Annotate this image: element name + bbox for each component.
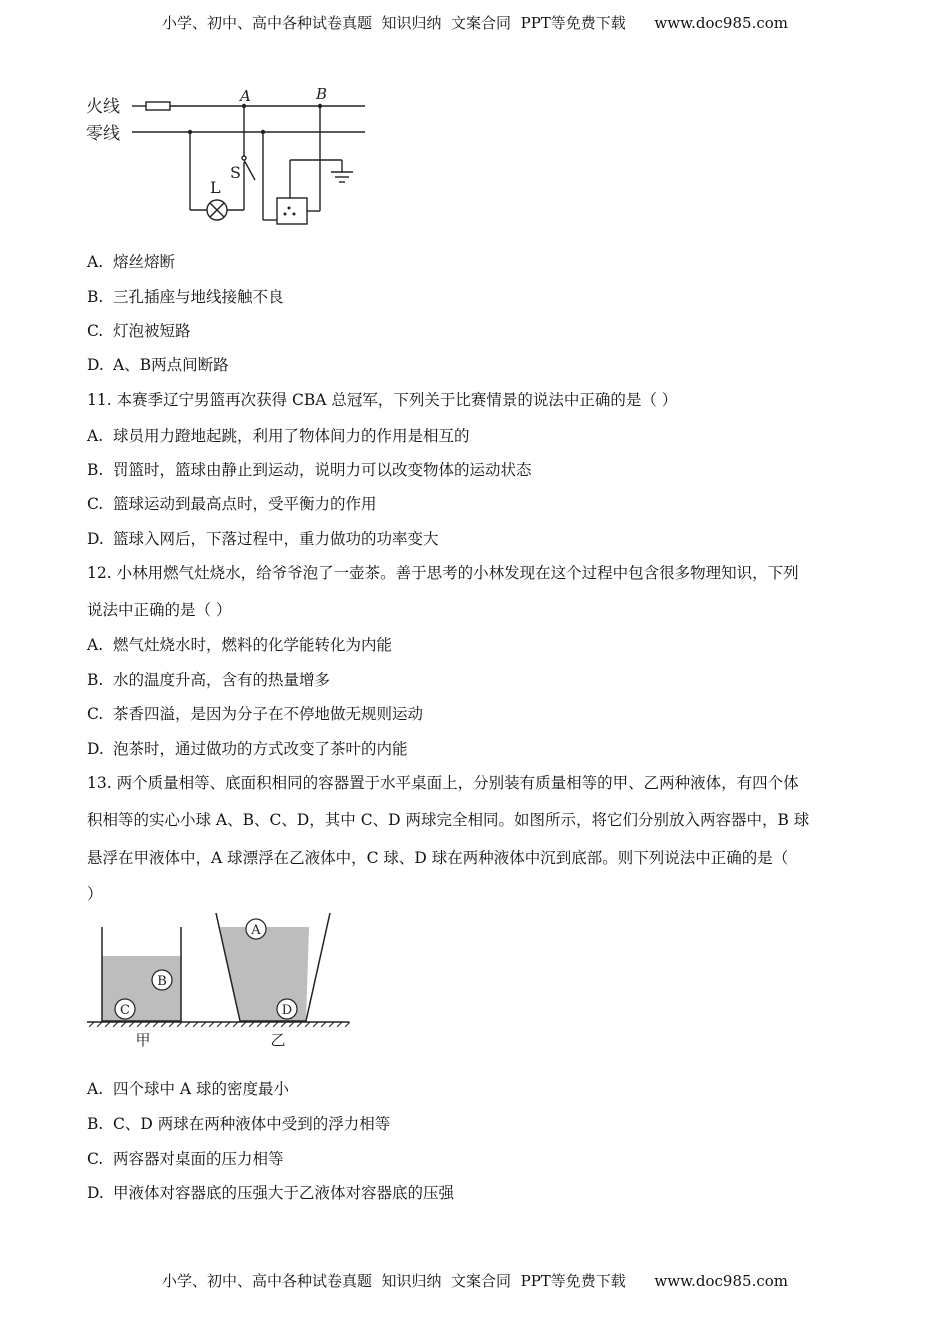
- q13-stem-line2: 积相等的实心小球 A、B、C、D，其中 C、D 两球完全相同。如图所示，将它们分别放入两容器中，B 球: [87, 811, 810, 829]
- circuit-diagram: [80, 80, 380, 230]
- q13-stem-line1: 13. 两个质量相等、底面积相同的容器置于水平桌面上，分别装有质量相等的甲、乙两种液体，有四个体: [87, 774, 799, 792]
- page-header: 小学、初中、高中各种试卷真题 知识归纳 文案合同 PPT等免费下载 www.doc985.com: [161, 14, 788, 32]
- q11-option-d[interactable]: D. 篮球入网后，下落过程中，重力做功的功率变大: [87, 530, 439, 548]
- neutral-wire-label: 零线: [86, 124, 120, 144]
- q12-stem-line2: 说法中正确的是（ ）: [87, 601, 232, 619]
- svg-text:C: C: [120, 1003, 130, 1018]
- point-a-label: A: [240, 87, 251, 105]
- q10-option-a[interactable]: A. 熔丝熔断: [87, 253, 176, 271]
- q10-option-c[interactable]: C. 灯泡被短路: [87, 322, 191, 340]
- q11-option-c[interactable]: C. 篮球运动到最高点时，受平衡力的作用: [87, 495, 377, 513]
- q13-option-c[interactable]: C. 两容器对桌面的压力相等: [87, 1150, 284, 1168]
- q13-stem-line3: 悬浮在甲液体中，A 球漂浮在乙液体中，C 球、D 球在两种液体中沉到底部。则下列说法中正确的是（: [87, 849, 789, 867]
- q11-option-a[interactable]: A. 球员用力蹬地起跳，利用了物体间力的作用是相互的: [87, 427, 470, 445]
- switch-icon: [244, 160, 255, 180]
- q10-option-b[interactable]: B. 三孔插座与地线接触不良: [87, 288, 284, 306]
- q13-option-a[interactable]: A. 四个球中 A 球的密度最小: [87, 1080, 290, 1098]
- switch-label: S: [230, 163, 241, 182]
- q13-stem-line4: ）: [87, 885, 103, 903]
- fuse-icon: [146, 102, 170, 110]
- q12-stem-line1: 12. 小林用燃气灶烧水，给爷爷泡了一壶茶。善于思考的小林发现在这个过程中包含很多物理知识，下列: [87, 564, 799, 582]
- q12-option-b[interactable]: B. 水的温度升高，含有的热量增多: [87, 671, 331, 689]
- page-footer: 小学、初中、高中各种试卷真题 知识归纳 文案合同 PPT等免费下载 www.doc985.com: [161, 1272, 788, 1290]
- containers-diagram: [85, 905, 355, 1050]
- svg-text:B: B: [157, 974, 167, 989]
- socket-icon: [277, 198, 307, 224]
- q12-option-a[interactable]: A. 燃气灶烧水时，燃料的化学能转化为内能: [87, 636, 393, 654]
- label-jia: 甲: [135, 1031, 151, 1049]
- label-yi: 乙: [270, 1031, 286, 1049]
- svg-text:A: A: [251, 923, 261, 938]
- point-b-label: B: [316, 85, 328, 103]
- svg-text:D: D: [281, 1003, 293, 1018]
- q12-option-d[interactable]: D. 泡茶时，通过做功的方式改变了茶叶的内能: [87, 740, 408, 758]
- q10-option-d[interactable]: D. A、B两点间断路: [87, 356, 229, 374]
- live-wire-label: 火线: [86, 97, 120, 117]
- q11-option-b[interactable]: B. 罚篮时，篮球由静止到运动，说明力可以改变物体的运动状态: [87, 461, 532, 479]
- q12-option-c[interactable]: C. 茶香四溢，是因为分子在不停地做无规则运动: [87, 705, 424, 723]
- q11-stem: 11. 本赛季辽宁男篮再次获得 CBA 总冠军，下列关于比赛情景的说法中正确的是（ ）: [87, 391, 678, 409]
- q13-option-b[interactable]: B. C、D 两球在两种液体中受到的浮力相等: [87, 1115, 391, 1133]
- lamp-label: L: [210, 178, 221, 197]
- q13-option-d[interactable]: D. 甲液体对容器底的压强大于乙液体对容器底的压强: [87, 1184, 455, 1202]
